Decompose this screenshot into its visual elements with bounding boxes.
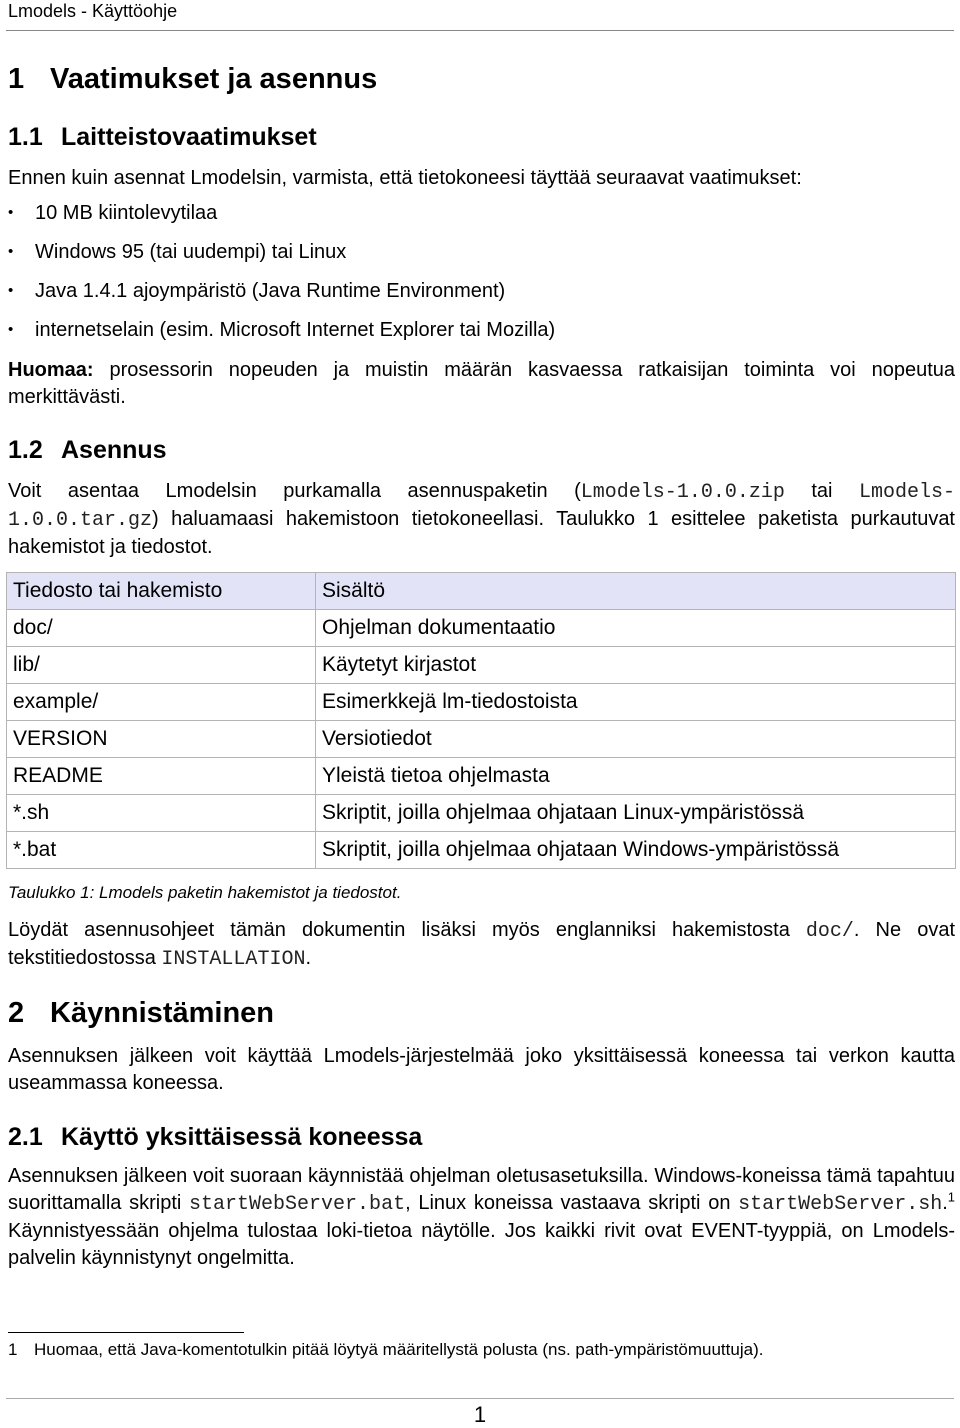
- heading-section-1: [8, 62, 377, 96]
- footnote: [8, 1338, 763, 1362]
- heading-text: Käynnistäminen: [50, 997, 274, 1029]
- list-item: • Windows 95 (tai uudempi) tai Linux: [8, 241, 347, 263]
- note-text: prosessorin nopeuden ja muistin määrän kasvaessa ratkaisijan toiminta voi nopeutua merkittävästi.: [8, 359, 955, 408]
- code-installation-file: INSTALLATION: [161, 948, 306, 971]
- package-contents-table: [6, 572, 956, 869]
- code-tar-file: Lmodels-1.0.0.tar.gz: [8, 481, 955, 532]
- list-item: • Java 1.4.1 ajoympäristö (Java Runtime Environment): [8, 280, 506, 302]
- table-row: lib/ Käytetyt kirjastot: [7, 647, 956, 684]
- table-row: README Yleistä tietoa ohjelmasta: [7, 758, 956, 795]
- heading-text: Vaatimukset ja asennus: [50, 63, 378, 95]
- heading-text: Käyttö yksittäisessä koneessa: [61, 1123, 423, 1151]
- single-machine-paragraph: Asennuksen jälkeen voit suoraan käynnistää ohjelman oletusasetuksilla. Windows-koneissa tämä tapahtuu suorittamalla skripti startWebServer.bat, Linux koneissa vastaava skripti on startWebServer.sh.$^1$ Käynnistyessään ohjelma tulostaa loki-tietoa näytölle. Jos kaikki rivit ovat EVENT-tyyppiä, on Lmodels-palvelin käynnistynyt ongelmitta.: [8, 1165, 956, 1269]
- heading-text: Laitteistovaatimukset: [61, 123, 317, 151]
- heading-section-2-1: [8, 1122, 422, 1152]
- running-header: Lmodels - Käyttöohje: [8, 1, 178, 21]
- install-paragraph: Voit asentaa Lmodelsin purkamalla asennuspaketin (Lmodels-1.0.0.zip tai Lmodels-1.0.0.tar.gz) haluamaasi hakemistoon tietokoneellasi. Taulukko 1 esittelee paketista purkautuvat hakemistot ja tiedostot.: [8, 480, 955, 558]
- heading-text: Asennus: [61, 436, 167, 464]
- heading-number: 1.1: [8, 123, 43, 151]
- bullet-icon: •: [8, 321, 14, 338]
- heading-section-1-2: [8, 435, 167, 465]
- bullet-icon: •: [8, 282, 14, 299]
- footnote-reference[interactable]: 1: [947, 1189, 956, 1205]
- column-header-file: Tiedosto tai hakemisto: [7, 573, 316, 610]
- requirements-list: [8, 200, 555, 356]
- heading-number: 2: [8, 997, 25, 1029]
- table-row: VERSION Versiotiedot: [7, 721, 956, 758]
- heading-number: 1: [8, 63, 25, 95]
- table-row: *.sh Skriptit, joilla ohjelmaa ohjataan Linux-ympäristössä: [7, 795, 956, 832]
- footnote-text: Huomaa, että Java-komentotulkin pitää löytyä määritellystä polusta (ns. path-ympäristömuuttuja).: [34, 1340, 764, 1359]
- heading-section-2: [8, 996, 274, 1030]
- code-sh-script: startWebServer.sh: [738, 1193, 943, 1216]
- bullet-icon: •: [8, 204, 14, 221]
- performance-note: [8, 357, 955, 411]
- table-row: *.bat Skriptit, joilla ohjelmaa ohjataan Windows-ympäristössä: [7, 832, 956, 869]
- heading-number: 2.1: [8, 1123, 43, 1151]
- code-zip-file: Lmodels-1.0.0.zip: [580, 481, 785, 504]
- footnote-number: 1: [8, 1340, 18, 1359]
- bullet-icon: •: [8, 243, 14, 260]
- header-rule: [6, 30, 954, 31]
- column-header-content: Sisältö: [316, 573, 956, 610]
- code-bat-script: startWebServer.bat: [189, 1193, 406, 1216]
- table-caption: Taulukko 1: Lmodels paketin hakemistot ja tiedostot.: [8, 883, 402, 902]
- note-label: Huomaa:: [8, 359, 94, 381]
- table-header-row: [7, 573, 956, 610]
- startup-intro-paragraph: Asennuksen jälkeen voit käyttää Lmodels-järjestelmää joko yksittäisessä koneessa tai verkon kautta useammassa koneessa.: [8, 1045, 955, 1094]
- table-row: doc/ Ohjelman dokumentaatio: [7, 610, 956, 647]
- table-row: example/ Esimerkkejä lm-tiedostoista: [7, 684, 956, 721]
- list-item: • 10 MB kiintolevytilaa: [8, 202, 218, 224]
- footer-rule: [6, 1398, 954, 1399]
- documentation-paragraph: Löydät asennusohjeet tämän dokumentin lisäksi myös englanniksi hakemistosta doc/. Ne ovat tekstitiedostossa INSTALLATION.: [8, 919, 956, 971]
- requirements-intro: Ennen kuin asennat Lmodelsin, varmista, että tietokoneesi täyttää seuraavat vaatimukset:: [8, 167, 802, 189]
- page-number: 1: [473, 1402, 487, 1427]
- code-doc-dir: doc/: [805, 920, 854, 943]
- footnote-separator: [8, 1332, 244, 1333]
- heading-section-1-1: [8, 122, 317, 152]
- heading-number: 1.2: [8, 436, 43, 464]
- list-item: • internetselain (esim. Microsoft Internet Explorer tai Mozilla): [8, 319, 556, 341]
